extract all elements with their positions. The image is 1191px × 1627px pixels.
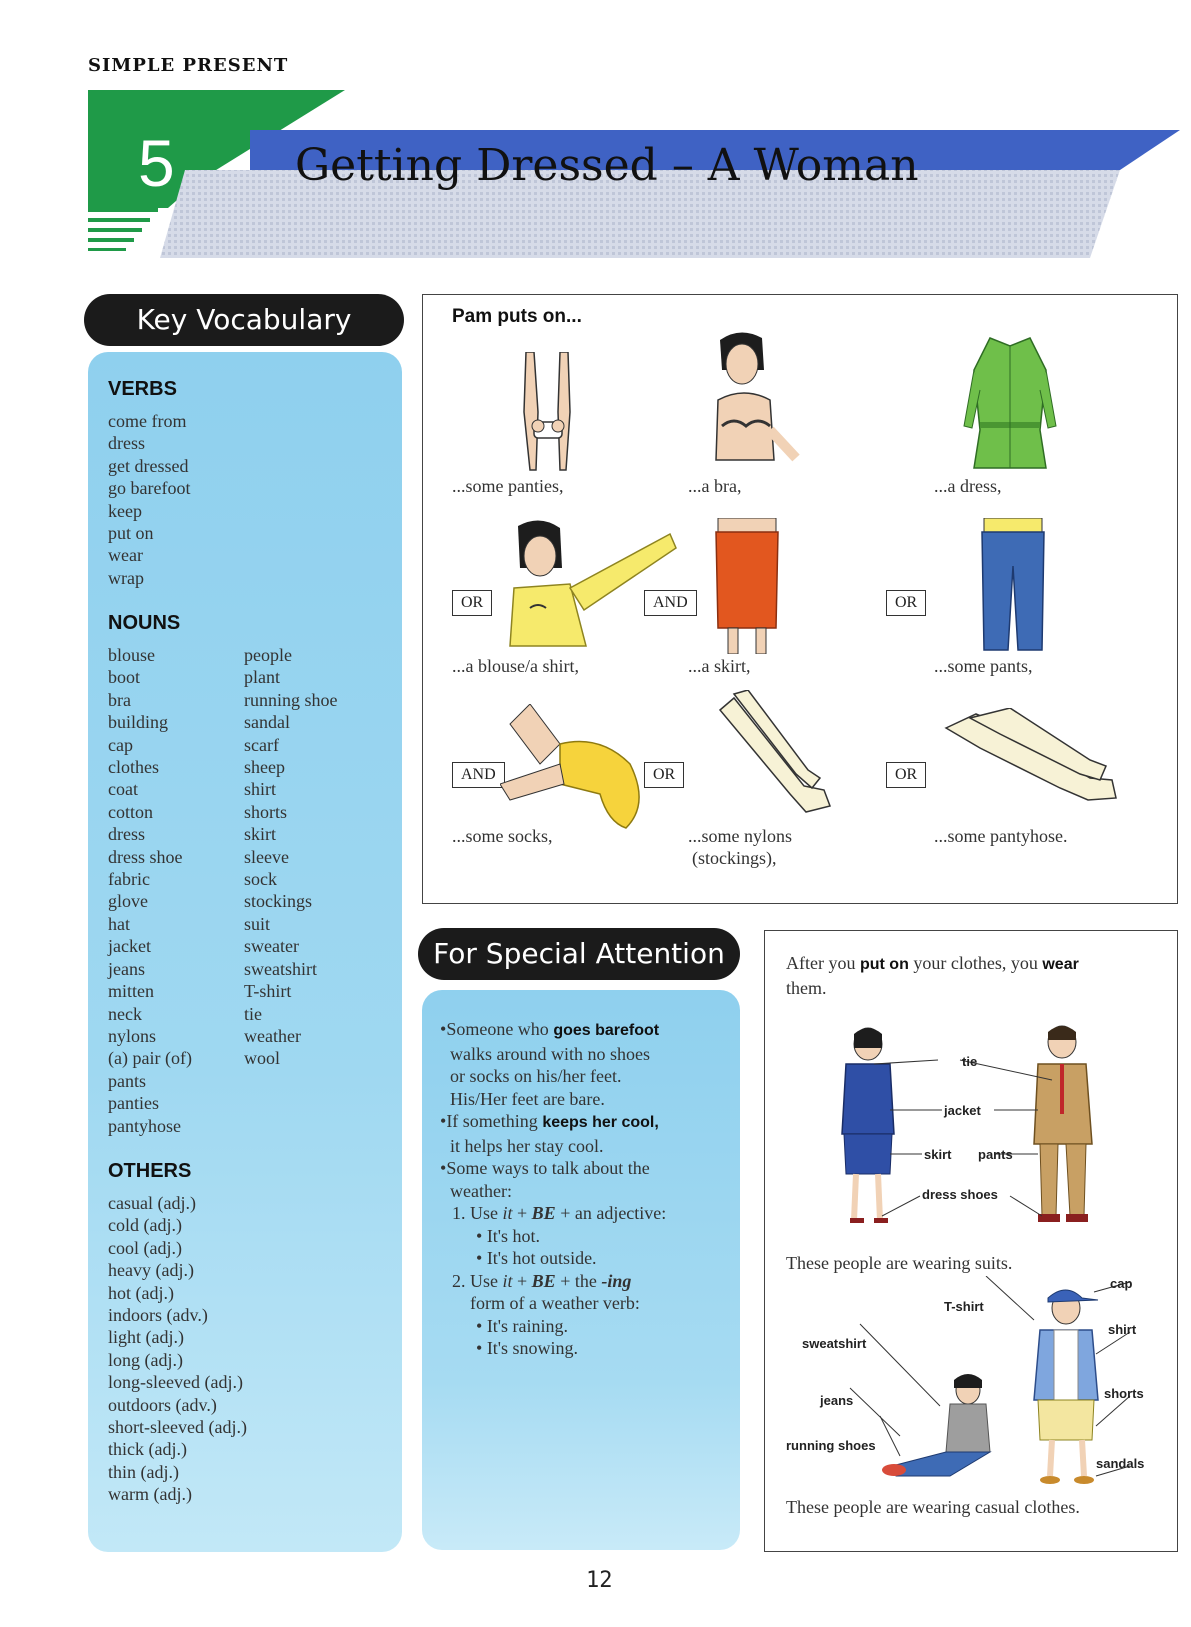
- page-number: 12: [586, 1568, 613, 1593]
- attention-line: • It's snowing.: [476, 1338, 579, 1358]
- list-item: bra: [108, 689, 131, 710]
- list-item: hot (adj.): [108, 1282, 174, 1303]
- list-item: skirt: [244, 824, 277, 845]
- list-item: wool: [244, 1048, 280, 1069]
- label-sandals: sandals: [1096, 1456, 1145, 1471]
- list-item: sweatshirt: [244, 958, 317, 979]
- nylons-illustration: [712, 690, 842, 820]
- list-item: neck: [108, 1003, 142, 1024]
- others-heading: OTHERS: [108, 1160, 192, 1182]
- attention-line: • It's hot outside.: [476, 1248, 597, 1268]
- attention-notes: [440, 1018, 740, 1360]
- list-item: people: [244, 645, 292, 665]
- caption-socks: ...some socks,: [452, 826, 553, 846]
- attention-line: His/Her feet are bare.: [450, 1088, 605, 1109]
- attention-line: • It's hot.: [476, 1225, 541, 1246]
- label-dress-shoes: dress shoes: [922, 1187, 998, 1202]
- caption-pantyhose: ...some pantyhose.: [934, 826, 1068, 846]
- list-item: go barefoot: [108, 478, 191, 499]
- section-label: SIMPLE PRESENT: [88, 55, 289, 76]
- attention-line: 1. Use it + BE + an adjective:: [452, 1203, 667, 1223]
- attention-line: •Someone who goes barefoot: [440, 1019, 660, 1039]
- list-item: keep: [108, 500, 142, 521]
- pantyhose-illustration: [940, 708, 1120, 808]
- attention-line: 2. Use it + BE + the -ing: [452, 1270, 632, 1291]
- special-attention-heading: For Special Attention: [418, 928, 740, 980]
- lesson-number: 5: [138, 126, 175, 200]
- key-vocabulary-heading: Key Vocabulary: [84, 294, 404, 346]
- pictures-heading: Pam puts on...: [452, 306, 582, 327]
- list-item: fabric: [108, 869, 150, 890]
- or-tag: OR: [886, 762, 926, 788]
- list-item: suit: [244, 913, 271, 934]
- list-item: panties: [108, 1093, 159, 1114]
- or-tag: OR: [452, 590, 492, 616]
- caption-casual: These people are wearing casual clothes.: [786, 1497, 1080, 1517]
- caption-skirt: ...a skirt,: [688, 656, 751, 676]
- attention-line: weather:: [450, 1180, 512, 1201]
- list-item: get dressed: [108, 455, 189, 476]
- caption-pants: ...some pants,: [934, 656, 1033, 676]
- skirt-illustration: [712, 518, 782, 654]
- list-item: wrap: [108, 567, 144, 588]
- verbs-list: [108, 410, 190, 589]
- list-item: short-sleeved (adj.): [108, 1417, 247, 1438]
- list-item: sandal: [244, 712, 290, 733]
- caption-suits: These people are wearing suits.: [786, 1253, 1013, 1273]
- caption-nylons-note: (stockings),: [692, 848, 777, 868]
- label-jeans: jeans: [820, 1393, 854, 1408]
- list-item: stockings: [244, 891, 313, 912]
- nouns-heading: NOUNS: [108, 612, 181, 634]
- list-item: thick (adj.): [108, 1439, 187, 1460]
- list-item: blouse: [108, 645, 155, 665]
- and-tag: AND: [644, 590, 697, 616]
- list-item: dress shoe: [108, 846, 183, 867]
- list-item: sheep: [244, 757, 285, 778]
- attention-line: •Some ways to talk about the: [440, 1158, 650, 1178]
- list-item: shorts: [244, 801, 288, 822]
- list-item: light (adj.): [108, 1327, 184, 1348]
- label-sweatshirt: sweatshirt: [802, 1336, 867, 1351]
- list-item: scarf: [244, 734, 279, 755]
- wear-intro: After you put on your clothes, you wear them.: [786, 953, 1079, 998]
- label-skirt: skirt: [924, 1147, 952, 1162]
- others-list: [108, 1192, 247, 1506]
- attention-line: or socks on his/her feet.: [450, 1066, 622, 1086]
- list-item: boot: [108, 667, 141, 688]
- label-shorts: shorts: [1104, 1386, 1144, 1401]
- list-item: T-shirt: [244, 981, 292, 1002]
- attention-line: form of a weather verb:: [470, 1293, 640, 1313]
- list-item: casual (adj.): [108, 1193, 196, 1213]
- list-item: hat: [108, 913, 130, 934]
- list-item: cotton: [108, 801, 153, 822]
- label-cap: cap: [1110, 1276, 1133, 1291]
- list-item: dress: [108, 433, 145, 454]
- nouns-list-col2: [244, 644, 338, 1070]
- label-shirt: shirt: [1108, 1322, 1137, 1337]
- socks-illustration: [500, 704, 650, 832]
- label-running-shoes: running shoes: [786, 1438, 876, 1453]
- pants-illustration: [978, 518, 1048, 654]
- list-item: clothes: [108, 757, 159, 778]
- list-item: warm (adj.): [108, 1484, 192, 1505]
- list-item: pantyhose: [108, 1115, 181, 1136]
- list-item: mitten: [108, 981, 154, 1002]
- or-tag: OR: [644, 762, 684, 788]
- dress-illustration: [960, 330, 1060, 472]
- list-item: heavy (adj.): [108, 1260, 194, 1281]
- list-item: long (adj.): [108, 1349, 183, 1370]
- list-item: outdoors (adv.): [108, 1394, 217, 1415]
- list-item: jeans: [108, 958, 145, 979]
- or-tag: OR: [886, 590, 926, 616]
- page-title: Getting Dressed – A Woman: [295, 140, 919, 191]
- list-item: jacket: [108, 936, 151, 957]
- list-item: sleeve: [244, 846, 289, 867]
- label-pants: pants: [978, 1147, 1013, 1162]
- attention-line: •If something keeps her cool,: [440, 1111, 659, 1131]
- list-item: sweater: [244, 936, 299, 957]
- list-item: come from: [108, 411, 187, 431]
- list-item: cold (adj.): [108, 1215, 182, 1236]
- list-item: put on: [108, 523, 154, 544]
- caption-dress: ...a dress,: [934, 476, 1002, 496]
- list-item: weather: [244, 1025, 301, 1046]
- caption-bra: ...a bra,: [688, 476, 742, 496]
- blouse-illustration: [500, 518, 680, 650]
- label-t-shirt: T-shirt: [944, 1299, 984, 1314]
- list-item: long-sleeved (adj.): [108, 1372, 243, 1393]
- list-item: cap: [108, 734, 133, 755]
- list-item: running shoe: [244, 689, 338, 710]
- caption-nylons: ...some nylons: [688, 826, 793, 846]
- list-item: plant: [244, 667, 280, 688]
- list-item: dress: [108, 824, 145, 845]
- list-item: indoors (adv.): [108, 1305, 208, 1326]
- nouns-list-col1: [108, 644, 192, 1137]
- panties-illustration: [508, 352, 588, 472]
- caption-blouse: ...a blouse/a shirt,: [452, 656, 579, 676]
- and-tag: AND: [452, 762, 505, 788]
- list-item: (a) pair (of): [108, 1048, 192, 1069]
- label-tie: tie: [962, 1054, 978, 1069]
- bra-illustration: [700, 330, 800, 472]
- list-item: wear: [108, 545, 143, 566]
- attention-line: walks around with no shoes: [450, 1043, 650, 1064]
- attention-line: • It's raining.: [476, 1315, 569, 1336]
- list-item: building: [108, 712, 169, 733]
- list-item: sock: [244, 869, 277, 890]
- attention-line: it helps her stay cool.: [450, 1135, 604, 1156]
- list-item: pants: [108, 1070, 146, 1091]
- list-item: nylons: [108, 1025, 157, 1046]
- verbs-heading: VERBS: [108, 378, 177, 400]
- caption-panties: ...some panties,: [452, 476, 564, 496]
- list-item: thin (adj.): [108, 1461, 179, 1482]
- list-item: glove: [108, 891, 148, 912]
- list-item: tie: [244, 1003, 262, 1024]
- list-item: cool (adj.): [108, 1237, 182, 1258]
- list-item: coat: [108, 779, 138, 800]
- list-item: shirt: [244, 779, 277, 800]
- label-jacket: jacket: [944, 1103, 981, 1118]
